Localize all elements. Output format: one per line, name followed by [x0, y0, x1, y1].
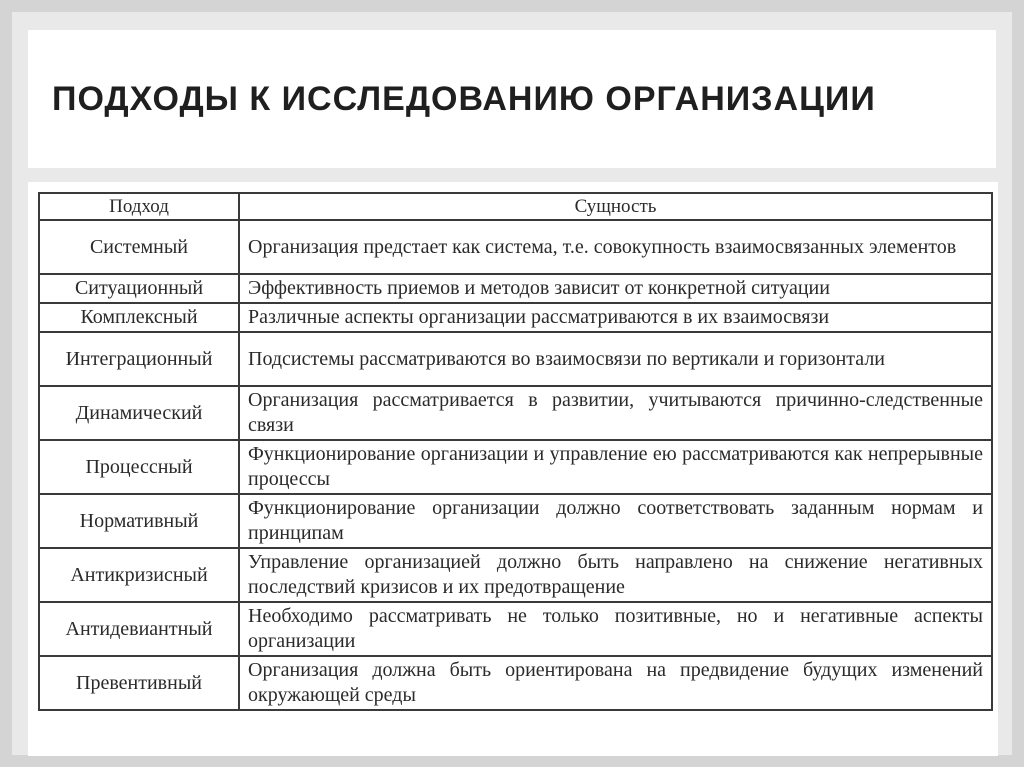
- essence-cell: Организация должна быть ориентирована на предвидение будущих изменений окружающей среды: [239, 656, 992, 710]
- approach-cell: Динамический: [39, 386, 239, 440]
- essence-cell: Функционирование организации должно соответствовать заданным нормам и принципам: [239, 494, 992, 548]
- table-row: [39, 494, 992, 548]
- table-row: [39, 440, 992, 494]
- approach-cell: Нормативный: [39, 494, 239, 548]
- approach-cell: Системный: [39, 220, 239, 274]
- table-row: [39, 386, 992, 440]
- table-row: [39, 303, 992, 332]
- table-row: [39, 602, 992, 656]
- essence-cell: Управление организацией должно быть направлено на снижение негативных последствий кризисов и их предотвращение: [239, 548, 992, 602]
- table-row: [39, 548, 992, 602]
- essence-cell: Эффективность приемов и методов зависит от конкретной ситуации: [239, 274, 992, 303]
- approaches-table: [38, 192, 993, 711]
- essence-cell: Подсистемы рассматриваются во взаимосвязи по вертикали и горизонтали: [239, 332, 992, 386]
- approach-cell: Интеграционный: [39, 332, 239, 386]
- table-row: [39, 332, 992, 386]
- essence-cell: Функционирование организации и управление ею рассматриваются как непрерывные процессы: [239, 440, 992, 494]
- approach-cell: Процессный: [39, 440, 239, 494]
- header-approach: Подход: [39, 193, 239, 220]
- essence-cell: Организация предстает как система, т.е. совокупность взаимосвязанных элементов: [239, 220, 992, 274]
- slide-title: ПОДХОДЫ К ИССЛЕДОВАНИЮ ОРГАНИЗАЦИИ: [52, 80, 876, 118]
- table-row: [39, 220, 992, 274]
- approach-cell: Антидевиантный: [39, 602, 239, 656]
- approach-cell: Превентивный: [39, 656, 239, 710]
- approach-cell: Антикризисный: [39, 548, 239, 602]
- approach-cell: Комплексный: [39, 303, 239, 332]
- table-container: [28, 182, 998, 756]
- essence-cell: Необходимо рассматривать не только позитивные, но и негативные аспекты организации: [239, 602, 992, 656]
- approach-cell: Ситуационный: [39, 274, 239, 303]
- essence-cell: Различные аспекты организации рассматриваются в их взаимосвязи: [239, 303, 992, 332]
- table-row: [39, 656, 992, 710]
- table-header-row: [39, 193, 992, 220]
- essence-cell: Организация рассматривается в развитии, учитываются причинно-следственные связи: [239, 386, 992, 440]
- header-essence: Сущность: [239, 193, 992, 220]
- table-row: [39, 274, 992, 303]
